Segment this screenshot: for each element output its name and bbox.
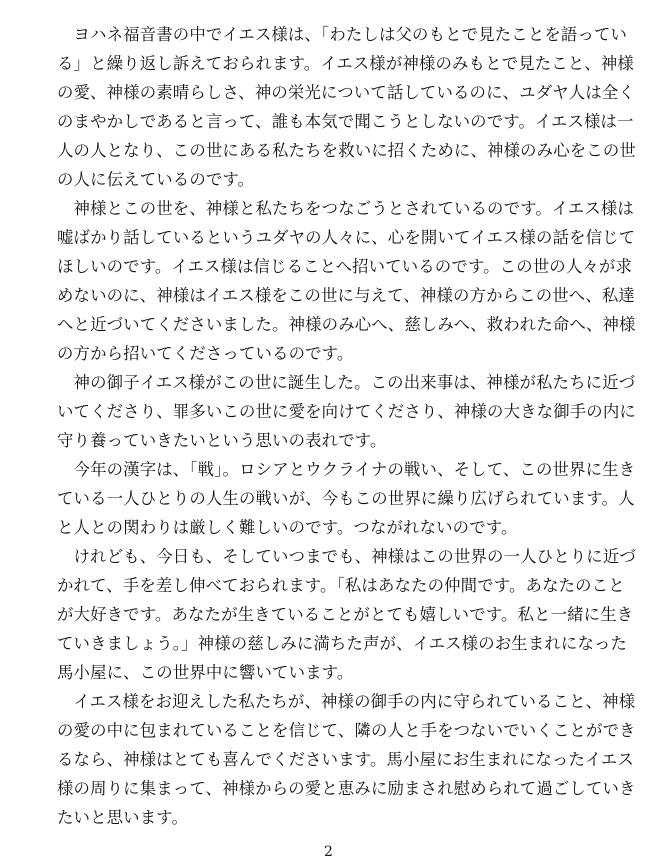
text-line: と人との関わりは厳しく難しいのです。つながれないのです。 <box>57 518 518 537</box>
text-line: 人の人となり、この世にある私たちを救いに招くために、神様のみ心をこの世 <box>57 141 636 160</box>
paragraph <box>57 687 636 832</box>
paragraph <box>57 542 636 687</box>
text-line: へと近づいてくださいました。神様のみ心へ、慈しみへ、救われた命へ、神様 <box>57 315 636 334</box>
paragraph <box>57 20 636 194</box>
text-line: るなら、神様はとても喜んでくださいます。馬小屋にお生まれになったイエス <box>57 750 634 769</box>
text-line: 神の御子イエス様がこの世に誕生した。この出来事は、神様が私たちに近づ <box>57 373 636 392</box>
text-line: 馬小屋に、この世界中に響いています。 <box>57 663 354 682</box>
text-line: いてくださり、罪多いこの世に愛を向けてくださり、神様の大きな御手の内に <box>57 402 636 421</box>
paragraph <box>57 368 636 455</box>
text-line: ほしいのです。イエス様は信じることへ招いているのです。この世の人々が求 <box>57 257 632 276</box>
text-line: の愛、神様の素晴らしさ、神の栄光について話しているのに、ユダヤ人は全く <box>57 83 635 102</box>
text-line: 様の周りに集まって、神様からの愛と恵みに励まされ慰められて過ごしていき <box>57 779 636 798</box>
text-line: ていきましょう。」神様の慈しみに満ちた声が、イエス様のお生まれになった <box>57 634 628 653</box>
text-line: めないのに、神様はイエス様をこの世に与えて、神様の方からこの世へ、私達 <box>57 286 635 305</box>
text-line: ている一人ひとりの人生の戦いが、今もこの世界に繰り広げられています。人 <box>57 489 635 508</box>
text-line: 嘘ばかり話しているというユダヤの人々に、心を開いてイエス様の話を信じて <box>57 228 636 247</box>
text-line: たいと思います。 <box>57 808 189 827</box>
text-line: イエス様をお迎えした私たちが、神様の御手の内に守られていること、神様 <box>57 692 636 711</box>
text-line: る」と繰り返し訴えておられます。イエス様が神様のみもとで見たこと、神様 <box>57 54 634 73</box>
text-line: 神様とこの世を、神様と私たちをつなごうとされているのです。イエス様は <box>57 199 634 218</box>
page-number: 2 <box>324 844 333 860</box>
text-line: の愛の中に包まれていることを信じて、隣の人と手をつないでいくことができ <box>57 721 636 740</box>
document-body <box>57 20 636 832</box>
text-line: が大好きです。あなたが生きていることがとても嬉しいです。私と一緒に生き <box>57 605 634 624</box>
text-line: の人に伝えているのです。 <box>57 170 255 189</box>
paragraph <box>57 455 636 542</box>
text-line: のまやかしであると言って、誰も本気で聞こうとしないのです。イエス様は一 <box>57 112 634 131</box>
text-line: 今年の漢字は、「戦」。ロシアとウクライナの戦い、そして、この世界に生き <box>57 460 636 479</box>
text-line: 守り養っていきたいという思いの表れです。 <box>57 431 387 450</box>
text-line: かれて、手を差し伸べておられます。「私はあなたの仲間です。あなたのこと <box>57 576 625 595</box>
text-line: の方から招いてくださっているのです。 <box>57 344 354 363</box>
text-line: ヨハネ福音書の中でイエス様は、「わたしは父のもとで見たことを語ってい <box>57 25 628 44</box>
paragraph <box>57 194 636 368</box>
text-line: けれども、今日も、そしていつまでも、神様はこの世界の一人ひとりに近づ <box>57 547 636 566</box>
